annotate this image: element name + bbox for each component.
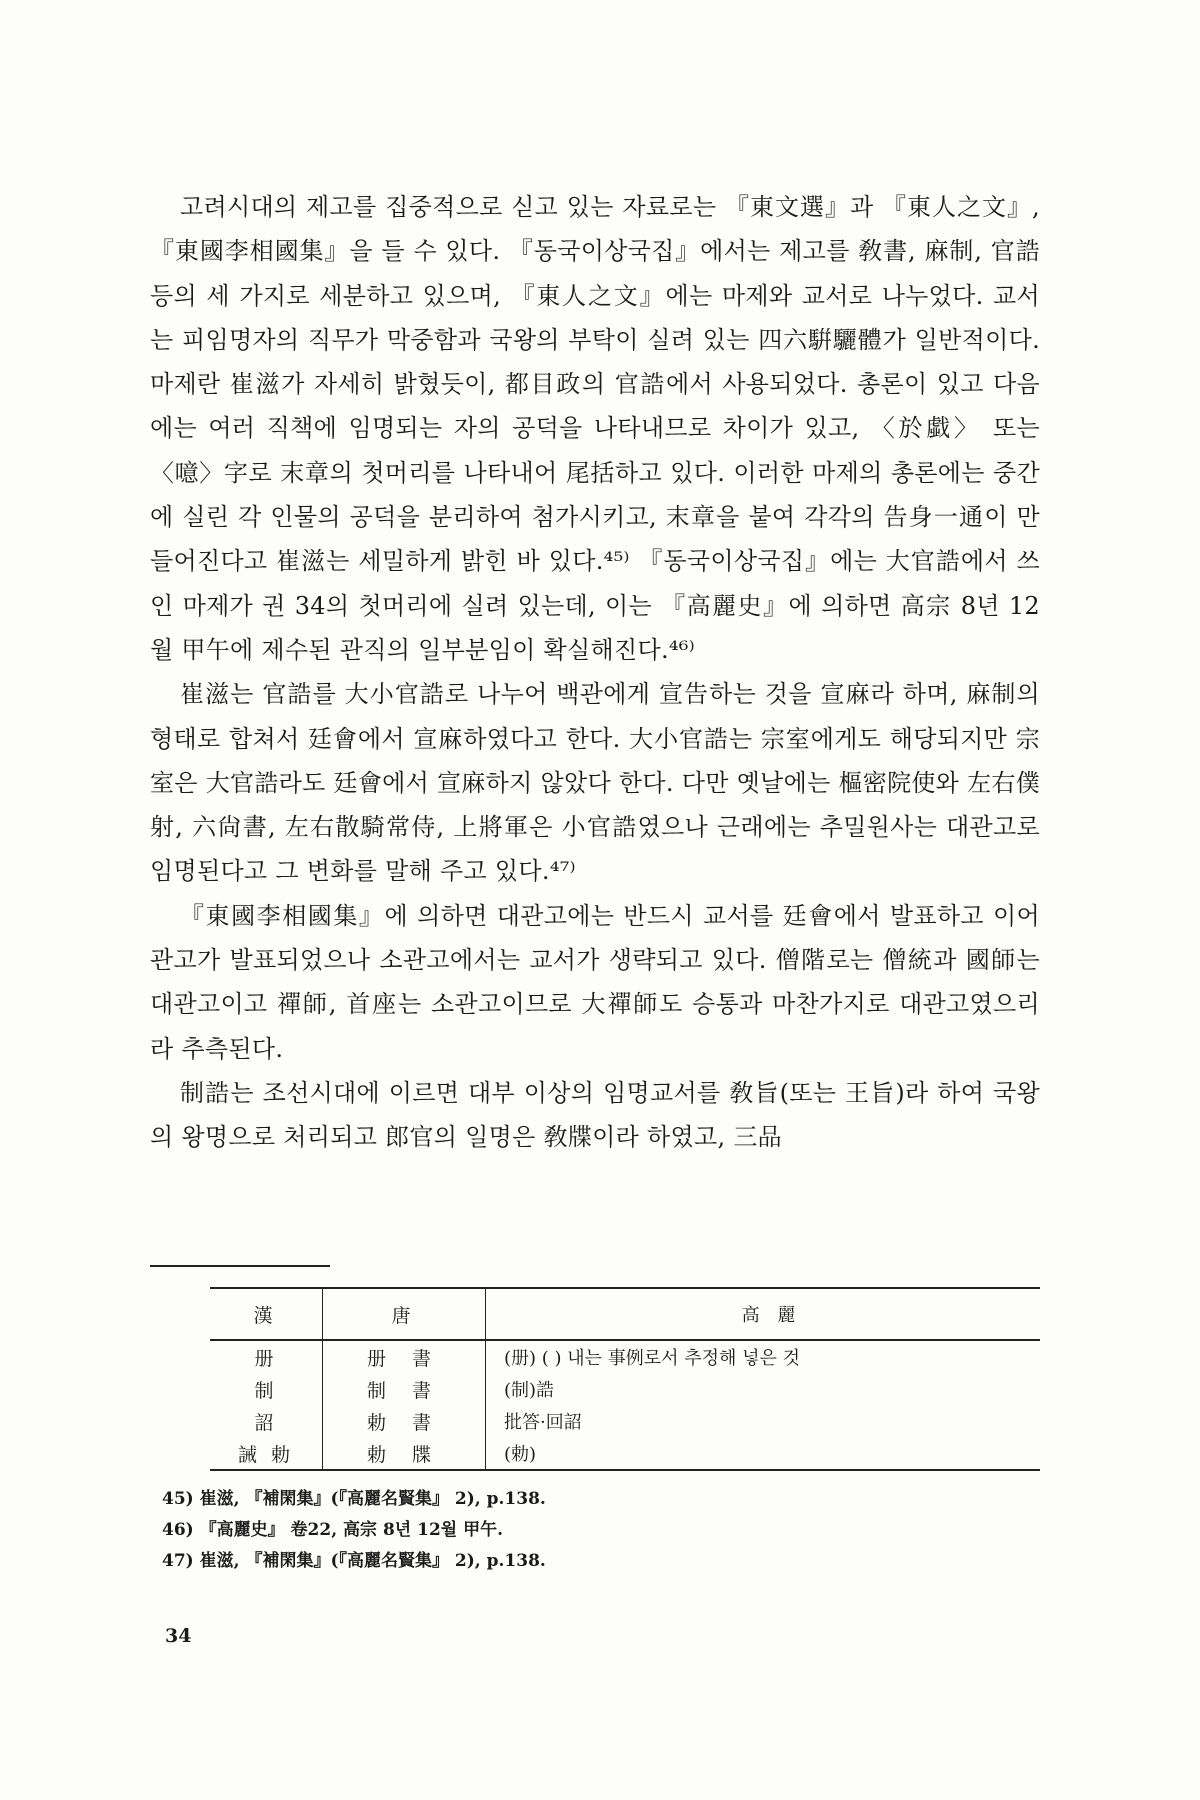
table-cell: 制 書 <box>323 1373 486 1405</box>
table-row <box>210 1340 1040 1373</box>
table-cell: 册 書 <box>323 1340 486 1373</box>
table-row <box>210 1405 1040 1437</box>
paragraph-2: 崔滋는 官誥를 大小官誥로 나누어 백관에게 宣告하는 것을 宣麻라 하며, 麻制의 형태로 합쳐서 廷會에서 宣麻하였다고 한다. 大小官誥는 宗室에게도 해당되지만 宗室은 大官誥라도 廷會에서 宣麻하지 않았다 한다. 다만 옛날에는 樞密院使와 左右僕射, 六尙書, 左右散騎常侍, 上將軍은 小官誥였으나 근래에는 추밀원사는 대관고로 임명된다고 그 변화를 말해 주고 있다.⁴⁷⁾ <box>150 680 1040 886</box>
table-cell: (制)誥 <box>504 1380 555 1401</box>
header-han: 漢 <box>210 1288 323 1340</box>
comparison-table-wrap <box>210 1287 1040 1471</box>
paragraph-1: 고려시대의 제고를 집중적으로 싣고 있는 자료로는 『東文選』과 『東人之文』, 『東國李相國集』을 들 수 있다. 『동국이상국집』에서는 제고를 敎書, 麻制, 官誥 등의 세 가지로 세분하고 있으며, 『東人之文』에는 마제와 교서로 나누었다. 교서는 피임명자의 직무가 막중함과 국왕의 부탁이 실려 있는 四六騈驪體가 일반적이다. 마제란 崔滋가 자세히 밝혔듯이, 都目政의 官誥에서 사용되었다. 총론이 있고 다음에는 여러 직책에 임명되는 자의 공덕을 나타내므로 차이가 있고, 〈於戱〉 또는 〈噫〉字로 末章의 첫머리를 나타내어 尾括하고 있다. 이러한 마제의 총론에는 중간에 실린 각 인물의 공덕을 분리하여 첨가시키고, 末章을 붙여 각각의 告身一通이 만들어진다고 崔滋는 세밀하게 밝힌 바 있다.⁴⁵⁾ 『동국이상국집』에는 大官誥에서 쓰인 마제가 권 34의 첫머리에 실려 있는데, 이는 『高麗史』에 의하면 高宗 8년 12월 甲午에 제수된 관직의 일부분임이 확실해진다.⁴⁶⁾ <box>150 193 1040 664</box>
footnotes <box>162 1484 1012 1577</box>
header-goryeo: 高 麗 <box>486 1288 1041 1340</box>
footnote-47: 47) 崔滋, 『補閑集』(『高麗名賢集』 2), p.138. <box>162 1551 546 1571</box>
comparison-table <box>210 1287 1040 1471</box>
table-cell: (册) ( ) 내는 事例로서 추정해 넣은 것 <box>504 1348 801 1369</box>
table-cell: (勅) <box>486 1437 1041 1470</box>
paragraph-4: 制誥는 조선시대에 이르면 대부 이상의 임명교서를 敎旨(또는 王旨)라 하여 국왕의 왕명으로 처리되고 郎官의 일명은 敎牒이라 하였고, 三品 <box>150 1078 1040 1152</box>
footnote-divider <box>150 1265 330 1267</box>
page-number: 34 <box>165 1625 192 1647</box>
body-text <box>150 185 1040 1160</box>
footnote-46: 46) 『高麗史』 卷22, 高宗 8년 12월 甲午. <box>162 1520 504 1540</box>
header-tang: 唐 <box>323 1288 486 1340</box>
table-cell: 勅 牒 <box>323 1437 486 1470</box>
table-row <box>210 1437 1040 1470</box>
table-cell: 勅 書 <box>323 1405 486 1437</box>
paragraph-3: 『東國李相國集』에 의하면 대관고에는 반드시 교서를 廷會에서 발표하고 이어 관고가 발표되었으나 소관고에서는 교서가 생략되고 있다. 僧階로는 僧統과 國師는 대관고이고 禪師, 首座는 소관고이므로 大禪師도 승통과 마찬가지로 대관고였으리라 추측된다. <box>150 901 1040 1063</box>
table-row <box>210 1373 1040 1405</box>
table-cell: 誡 勅 <box>210 1437 323 1470</box>
table-cell: 詔 <box>210 1405 323 1437</box>
table-cell: 制 <box>210 1373 323 1405</box>
table-header-row <box>210 1288 1040 1340</box>
footnote-45: 45) 崔滋, 『補閑集』(『高麗名賢集』 2), p.138. <box>162 1489 546 1509</box>
table-cell: 批答·回詔 <box>504 1412 582 1433</box>
table-cell: 册 <box>210 1340 323 1373</box>
